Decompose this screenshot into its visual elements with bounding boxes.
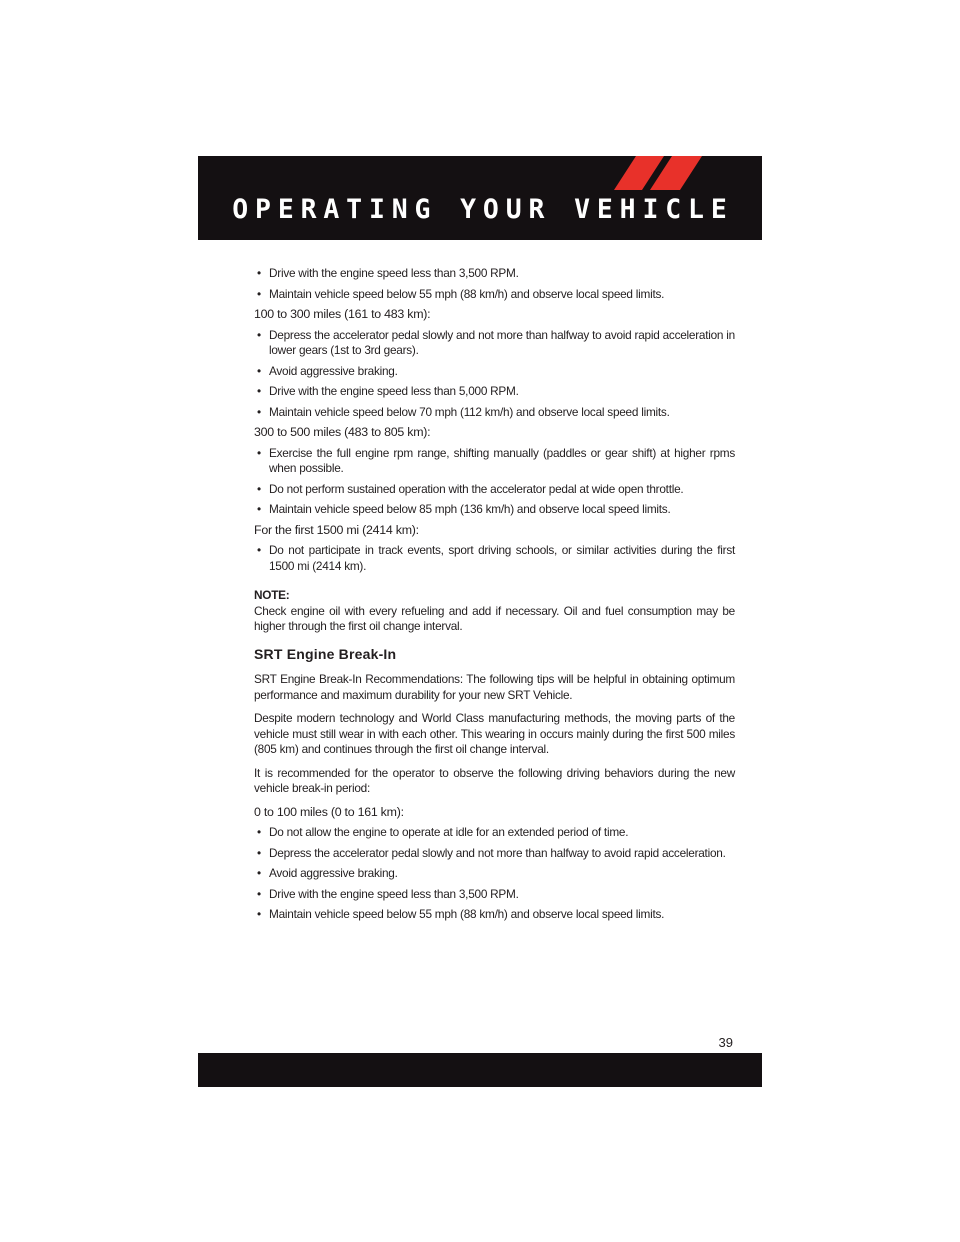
footer-band <box>198 1053 762 1087</box>
section-first-1500-miles <box>254 523 735 575</box>
list-item: • Do not allow the engine to operate at idle for an extended period of time. <box>254 825 735 841</box>
paragraph: It is recommended for the operator to observe the following driving behaviors during the new vehicle break-in period: <box>254 765 735 795</box>
list-item: • Depress the accelerator pedal slowly and not more than halfway to avoid rapid acceleration in lower gears (1st to 3rd gears). <box>254 328 735 359</box>
list-item: • Avoid aggressive braking. <box>254 364 735 380</box>
section-header-band <box>198 156 762 240</box>
paragraph: SRT Engine Break-In Recommendations: The following tips will be helpful in obtaining optimum performance and maximum durability for your new SRT Vehicle. <box>254 672 735 702</box>
list-item: • Maintain vehicle speed below 55 mph (88 km/h) and observe local speed limits. <box>254 287 735 303</box>
note-label: NOTE: <box>254 588 290 602</box>
list-item: • Do not participate in track events, sport driving schools, or similar activities during the first 1500 mi (2414 km). <box>254 543 735 574</box>
list-item: • Maintain vehicle speed below 70 mph (112 km/h) and observe local speed limits. <box>254 405 735 421</box>
srt-break-in-heading: SRT Engine Break-In <box>254 645 397 662</box>
list-item: • Maintain vehicle speed below 85 mph (136 km/h) and observe local speed limits. <box>254 502 735 518</box>
section-continued <box>254 266 735 302</box>
section-300-500-miles <box>254 425 735 518</box>
page-number: 39 <box>718 1035 733 1050</box>
list-item: • Do not perform sustained operation with the accelerator pedal at wide open throttle. <box>254 482 735 498</box>
list-item: • Drive with the engine speed less than 3,500 RPM. <box>254 266 735 282</box>
mileage-heading: 0 to 100 miles (0 to 161 km): <box>254 804 404 819</box>
list-item: • Maintain vehicle speed below 55 mph (88 km/h) and observe local speed limits. <box>254 907 735 923</box>
mileage-heading: For the first 1500 mi (2414 km): <box>254 522 419 537</box>
section-title: OPERATING YOUR VEHICLE <box>232 194 734 225</box>
list-item: • Drive with the engine speed less than 3,500 RPM. <box>254 887 735 903</box>
mileage-heading: 100 to 300 miles (161 to 483 km): <box>254 307 431 321</box>
paragraph: Despite modern technology and World Class manufacturing methods, the moving parts of the vehicle must still wear in with each other. This wearing in occurs mainly during the first 500 miles (805 km) and continues through the first oil change interval. <box>254 711 735 756</box>
mileage-heading: 300 to 500 miles (483 to 805 km): <box>254 425 431 439</box>
list-item: • Depress the accelerator pedal slowly and not more than halfway to avoid rapid acceleration. <box>254 846 735 862</box>
note-text: Check engine oil with every refueling and add if necessary. Oil and fuel consumption may be higher through the first oil change interval. <box>254 603 735 633</box>
list-item: • Drive with the engine speed less than 5,000 RPM. <box>254 384 735 400</box>
page-content <box>254 266 735 928</box>
list-item: • Avoid aggressive braking. <box>254 866 735 882</box>
list-item: • Exercise the full engine rpm range, shifting manually (paddles or gear shift) at higher rpms when possible. <box>254 446 735 477</box>
section-100-300-miles <box>254 307 735 420</box>
